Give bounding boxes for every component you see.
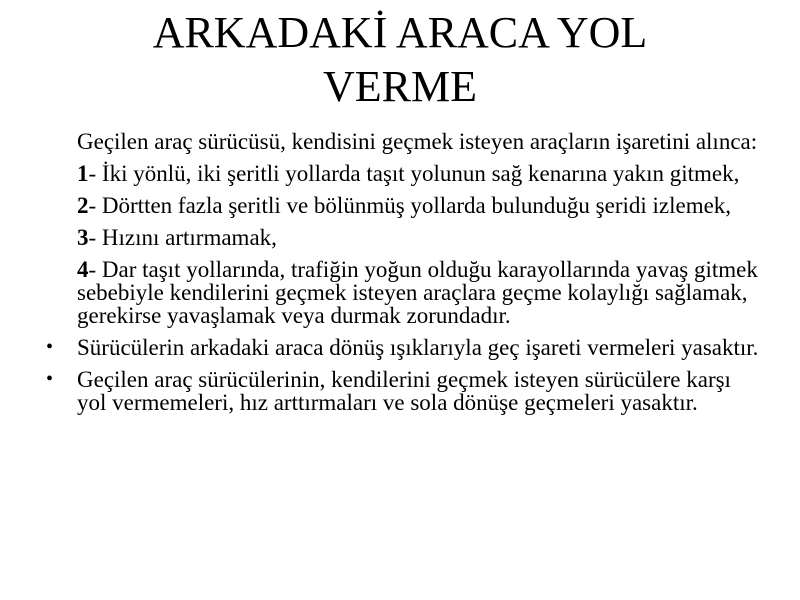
list-item-2 (44, 194, 760, 217)
list-item-3 (44, 226, 760, 249)
list-item-1 (44, 162, 760, 185)
bullet-dot-icon: • (46, 336, 54, 358)
item-text: - İki yönlü, iki şeritli yollarda taşıt yolunun sağ kenarına yakın gitmek, (88, 161, 740, 186)
item-number: 4 (77, 257, 89, 282)
item-text: - Dar taşıt yollarında, trafiğin yoğun olduğu karayollarında yavaş gitmek sebebiyle kendilerini geçmek isteyen araçlara geçme kolaylığı sağlamak, gerekirse yavaşlamak veya durmak zorundadır. (77, 257, 758, 328)
bullet-dot-icon: • (46, 368, 54, 390)
intro-paragraph: Geçilen araç sürücüsü, kendisini geçmek isteyen araçların işaretini alınca: (77, 129, 758, 154)
item-number: 2 (77, 193, 89, 218)
item-text: - Hızını artırmamak, (88, 225, 277, 250)
item-number: 3 (77, 225, 89, 250)
title-line-1: ARKADAKİ ARACA YOL (152, 8, 648, 57)
list-item-4 (44, 258, 760, 327)
slide-body (44, 130, 760, 423)
bullet-paragraph-1 (44, 336, 760, 359)
title-line-2: VERME (323, 62, 477, 111)
item-number: 1 (77, 161, 89, 186)
bullet-text: Geçilen araç sürücülerinin, kendilerini geçmek isteyen sürücülere karşı yol vermemeleri, hız arttırmaları ve sola dönüşe geçmeleri yasaktır. (77, 367, 731, 415)
slide-title (40, 6, 760, 114)
bullet-paragraph-2 (44, 368, 760, 414)
bullet-text: Sürücülerin arkadaki araca dönüş ışıklarıyla geç işareti vermeleri yasaktır. (77, 335, 759, 360)
item-text: - Dörtten fazla şeritli ve bölünmüş yollarda bulunduğu şeridi izlemek, (88, 193, 732, 218)
